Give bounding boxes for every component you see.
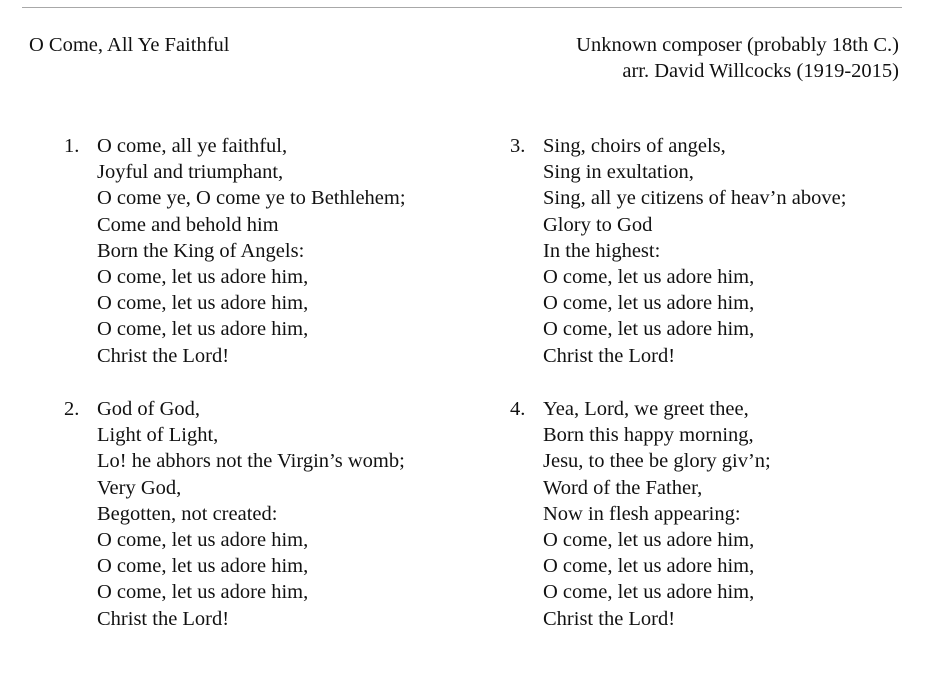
verse-lines <box>543 396 771 632</box>
verse-line: Christ the Lord! <box>543 607 676 630</box>
verse-line: Jesu, to thee be glory giv’n; <box>543 450 771 473</box>
verse-line: Begotten, not created: <box>97 502 278 525</box>
verse-number: 2. <box>64 398 80 420</box>
verse-line: Christ the Lord! <box>97 607 230 630</box>
arranger-credit: arr. David Willcocks (1919-2015) <box>622 60 899 82</box>
verse-line: Now in flesh appearing: <box>543 502 741 525</box>
verse-number: 1. <box>64 135 80 157</box>
verse-line: Very God, <box>97 476 182 499</box>
verse-line: O come, let us adore him, <box>97 292 309 315</box>
top-rule <box>22 7 902 8</box>
composer-credit: Unknown composer (probably 18th C.) <box>576 34 899 56</box>
verse-number: 4. <box>510 398 526 420</box>
verse-line: In the highest: <box>543 239 661 262</box>
verse-lines <box>97 396 405 632</box>
credits <box>576 32 899 84</box>
verse-lines <box>97 133 406 369</box>
verse-line: Word of the Father, <box>543 476 703 499</box>
verse-line: O come, let us adore him, <box>97 266 309 289</box>
verse-line: O come, let us adore him, <box>97 318 309 341</box>
verse-line: Sing in exultation, <box>543 161 694 184</box>
verse-line: O come, let us adore him, <box>543 292 755 315</box>
verse-line: Joyful and triumphant, <box>97 161 284 184</box>
verse-line: Sing, choirs of angels, <box>543 135 726 157</box>
verse-line: Christ the Lord! <box>97 344 230 367</box>
verse-line: Christ the Lord! <box>543 344 676 367</box>
verse-line: O come, let us adore him, <box>543 555 755 578</box>
verse-line: Light of Light, <box>97 424 219 447</box>
verse-line: Yea, Lord, we greet thee, <box>543 398 749 420</box>
verse-line: O come, let us adore him, <box>97 555 309 578</box>
verse-line: O come, let us adore him, <box>97 529 309 552</box>
verse-line: Lo! he abhors not the Virgin’s womb; <box>97 450 405 473</box>
verse-line: Born this happy morning, <box>543 424 754 447</box>
verse-line: O come, let us adore him, <box>543 581 755 604</box>
verse-line: Come and behold him <box>97 213 279 236</box>
verse-line: O come, let us adore him, <box>97 581 309 604</box>
verse-number: 3. <box>510 135 526 157</box>
verse-line: O come, let us adore him, <box>543 318 755 341</box>
verse-line: O come ye, O come ye to Bethlehem; <box>97 187 406 210</box>
verse-lines <box>543 133 846 369</box>
verse-line: God of God, <box>97 398 201 420</box>
verse-line: Glory to God <box>543 213 653 236</box>
verse-line: Born the King of Angels: <box>97 239 305 262</box>
verse-line: Sing, all ye citizens of heav’n above; <box>543 187 847 210</box>
verse-line: O come, all ye faithful, <box>97 135 288 157</box>
hymn-title: O Come, All Ye Faithful <box>29 34 230 56</box>
verse-line: O come, let us adore him, <box>543 529 755 552</box>
verse-line: O come, let us adore him, <box>543 266 755 289</box>
